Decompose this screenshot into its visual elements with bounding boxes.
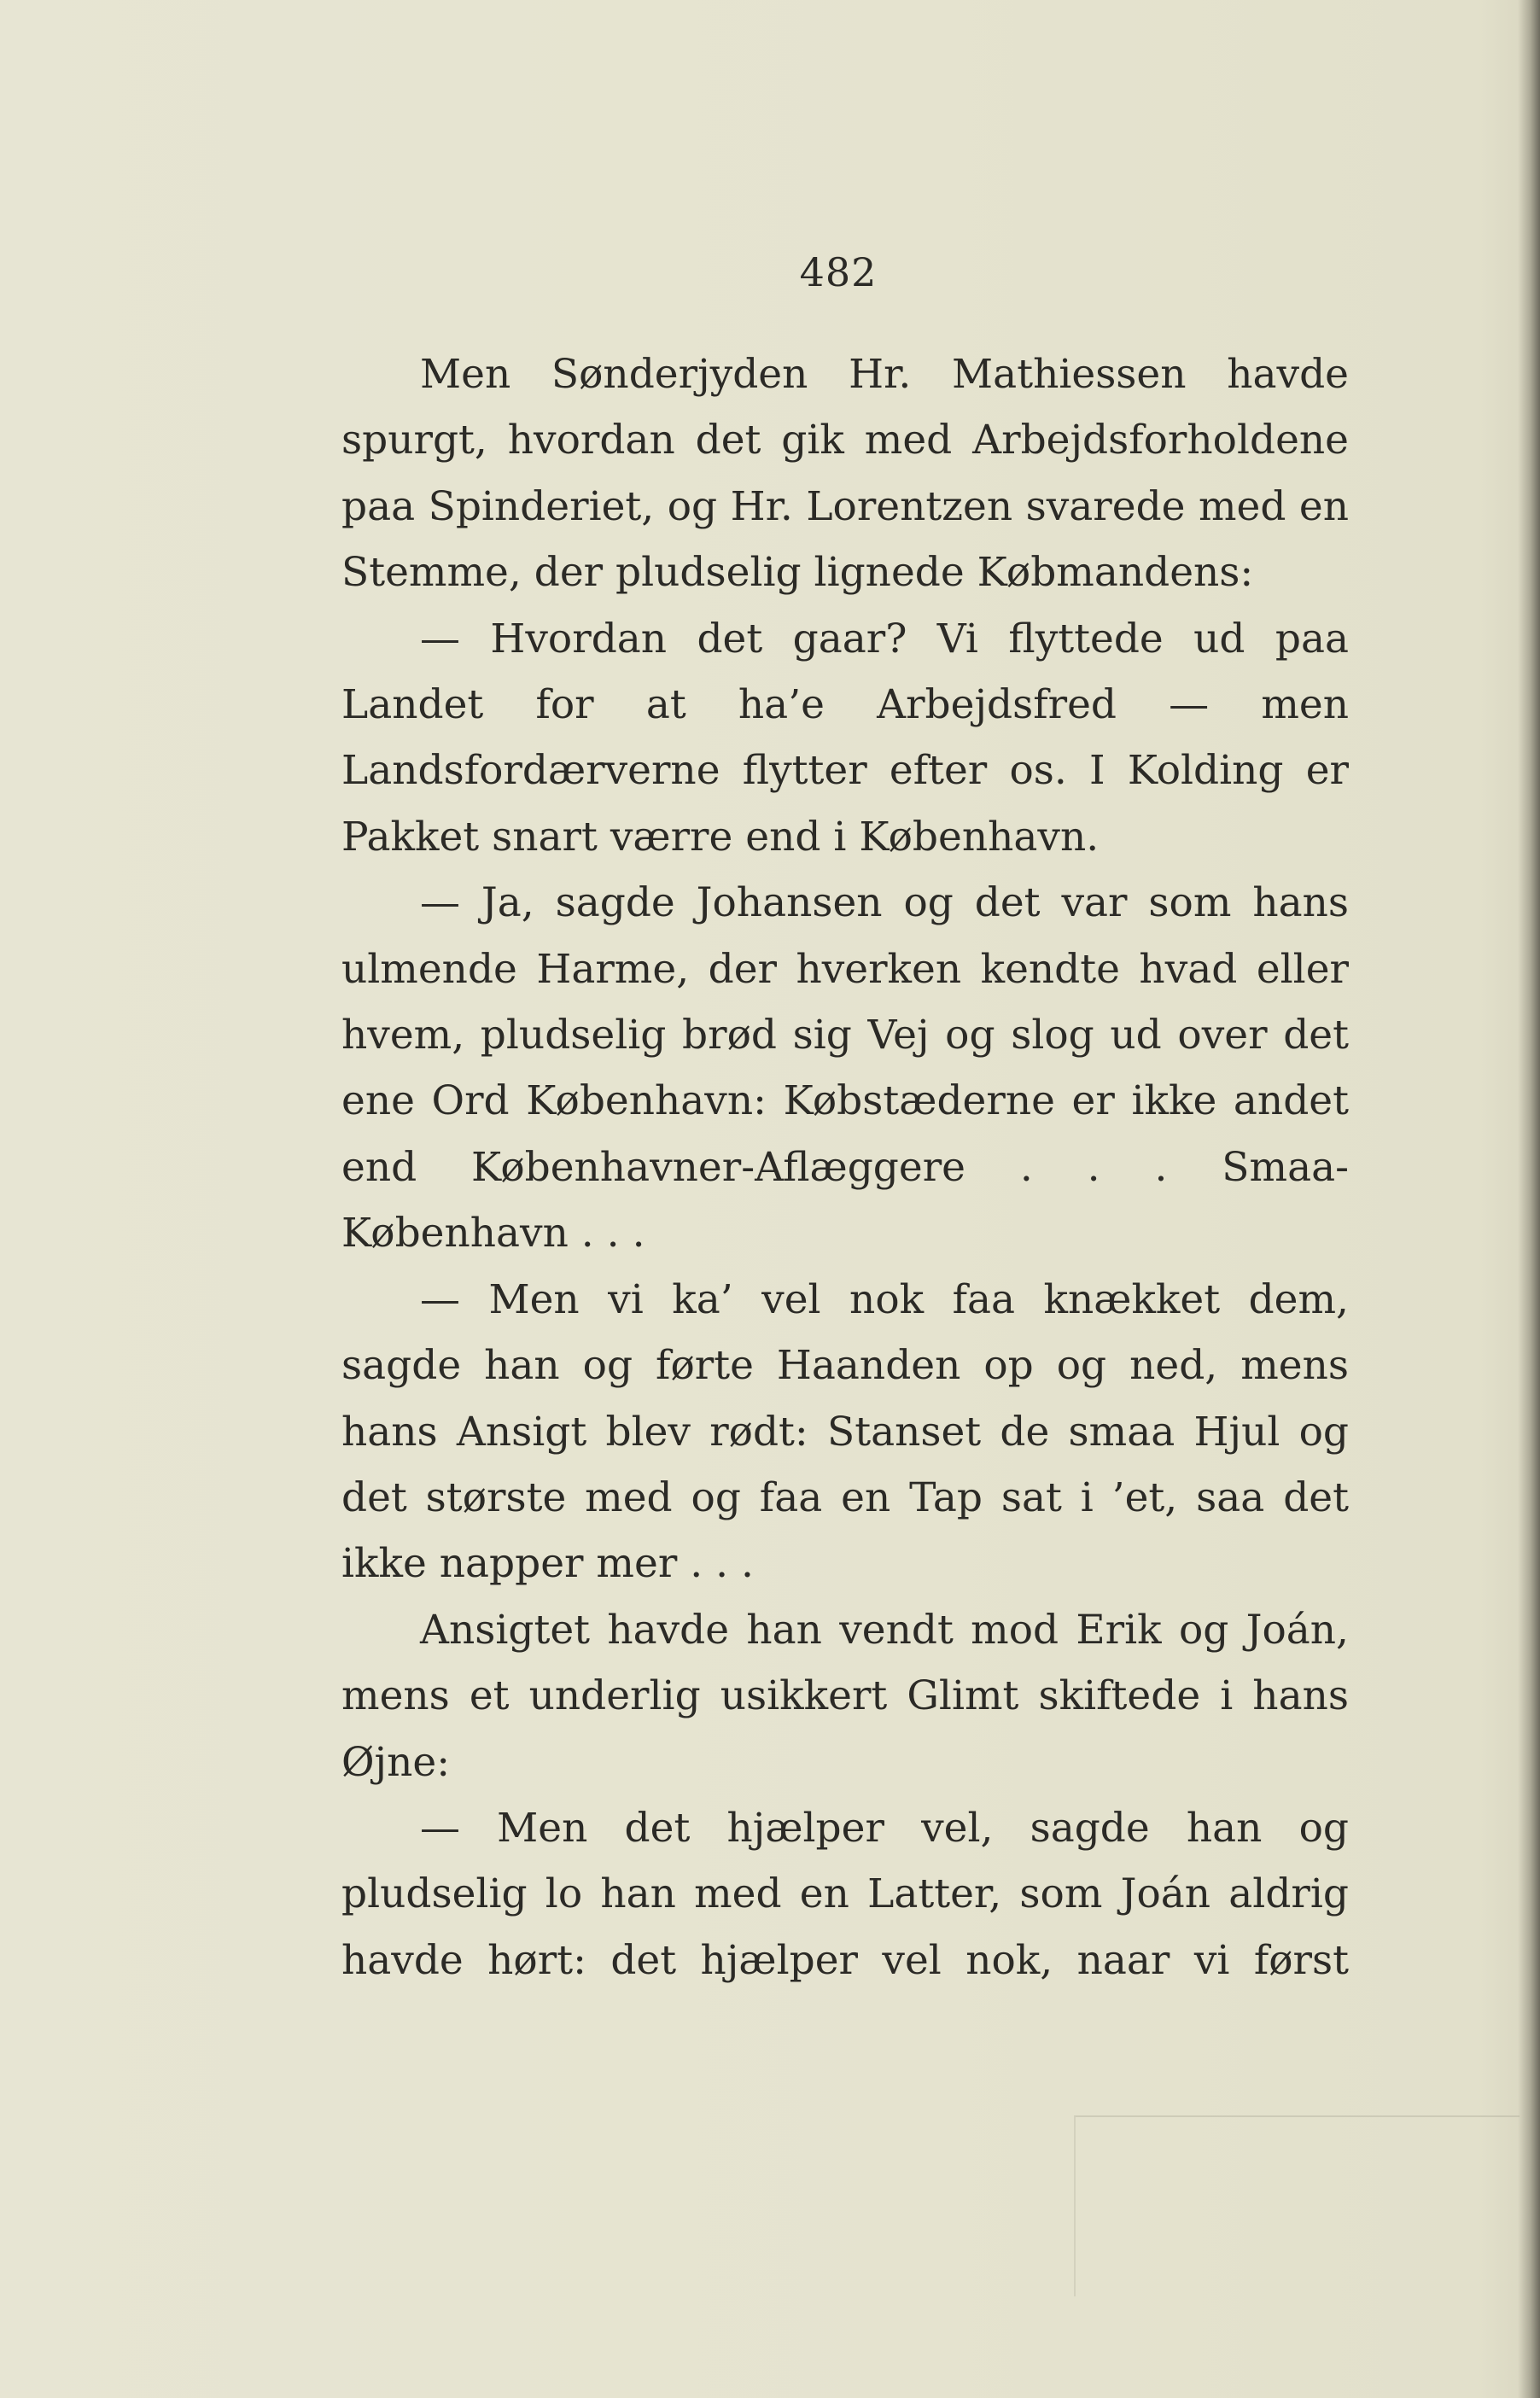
paragraph-1: Men Sønderjyden Hr. Mathiessen havde spurgt, hvordan det gik med Arbejdsforholdene paa Spinderiet, og Hr. Lorentzen svarede med en Stemme, der pludselig lignede Købmandens:: [341, 351, 1349, 597]
paragraph-6: — Men det hjælper vel, sagde han og pludselig lo han med en Latter, som Joán aldrig havde hørt: det hjælper vel nok, naar vi først: [341, 1804, 1349, 1984]
page-number: 482: [799, 249, 878, 295]
paragraph-5: Ansigtet havde han vendt mod Erik og Joán, mens et underlig usikkert Glimt skiftede i hans Øjne:: [341, 1606, 1349, 1786]
paragraph-2: — Hvordan det gaar? Vi flyttede ud paa Landet for at ha’e Arbejdsfred — men Landsfordærverne flytter efter os. I Kolding er Pakket snart værre end i København.: [341, 615, 1349, 861]
page-edge-shadow: [1518, 0, 1540, 2398]
paragraph-4: — Men vi ka’ vel nok faa knækket dem, sagde han og førte Haanden op og ned, mens hans Ansigt blev rødt: Stanset de smaa Hjul og det største med og faa en Tap sat i ’et, saa det ikke napper mer . . .: [341, 1275, 1349, 1588]
paragraph-3: — Ja, sagde Johansen og det var som hans ulmende Harme, der hverken kendte hvad eller hvem, pludselig brød sig Vej og slog ud over det ene Ord København: Købstæderne er ikke andet end Københavner-Aflæggere . . . Smaa-København . . .: [341, 879, 1349, 1257]
body-text: [341, 341, 1349, 1993]
faint-scan-mark: [1074, 2115, 1520, 2296]
